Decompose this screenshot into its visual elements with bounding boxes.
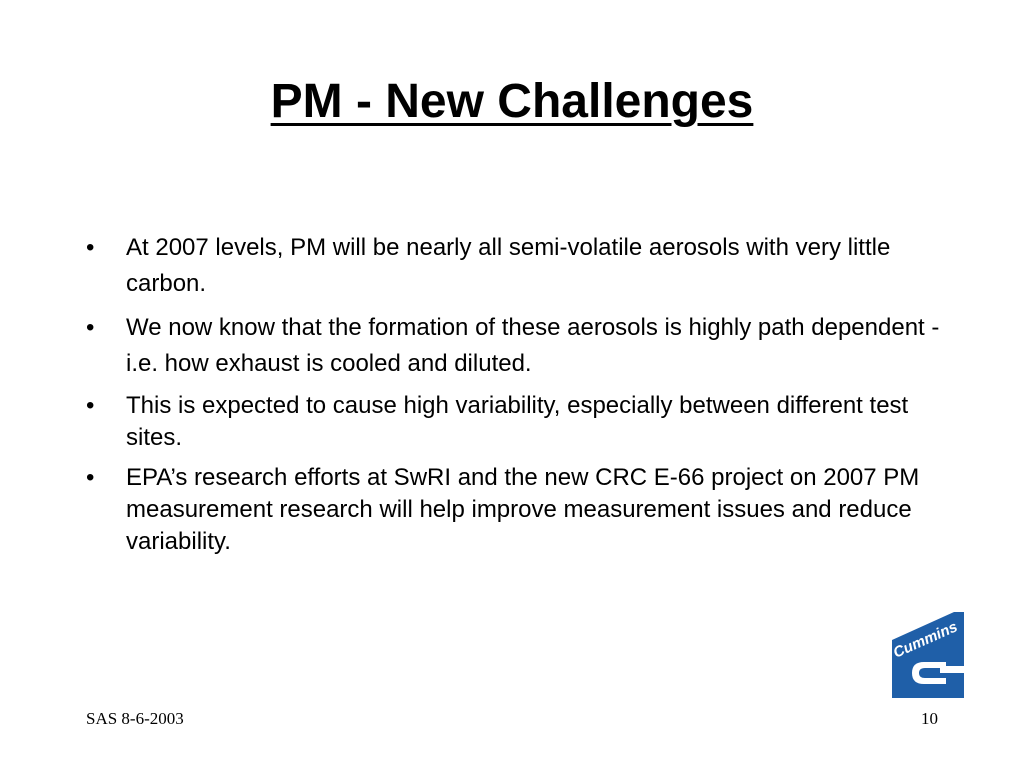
bullet-text: This is expected to cause high variability, especially between different test sites. xyxy=(126,392,909,451)
cummins-logo xyxy=(888,610,964,698)
bullet-text: EPA’s research efforts at SwRI and the new CRC E-66 project on 2007 PM measurement research will help improve measurement issues and reduce variability. xyxy=(126,464,920,555)
bullet-item xyxy=(86,462,946,558)
footer-date: SAS 8-6-2003 xyxy=(86,709,184,728)
page-number: 10 xyxy=(921,709,938,728)
bullet-icon: • xyxy=(86,314,95,341)
slide-title: PM - New Challenges xyxy=(270,75,754,128)
bullet-text: We now know that the formation of these aerosols is highly path dependent - i.e. how exhaust is cooled and diluted. xyxy=(126,314,940,377)
bullet-text: At 2007 levels, PM will be nearly all semi-volatile aerosols with very little carbon. xyxy=(126,234,891,297)
bullet-item xyxy=(86,230,946,302)
bullet-item xyxy=(86,310,946,382)
bullet-item xyxy=(86,390,946,454)
bullet-icon: • xyxy=(86,234,95,261)
bullet-list xyxy=(86,230,946,558)
bullet-icon: • xyxy=(86,392,95,419)
cummins-logo-mark xyxy=(888,610,964,698)
bullet-icon: • xyxy=(86,464,95,491)
cummins-logo-wordmark: Cummins xyxy=(890,618,961,662)
